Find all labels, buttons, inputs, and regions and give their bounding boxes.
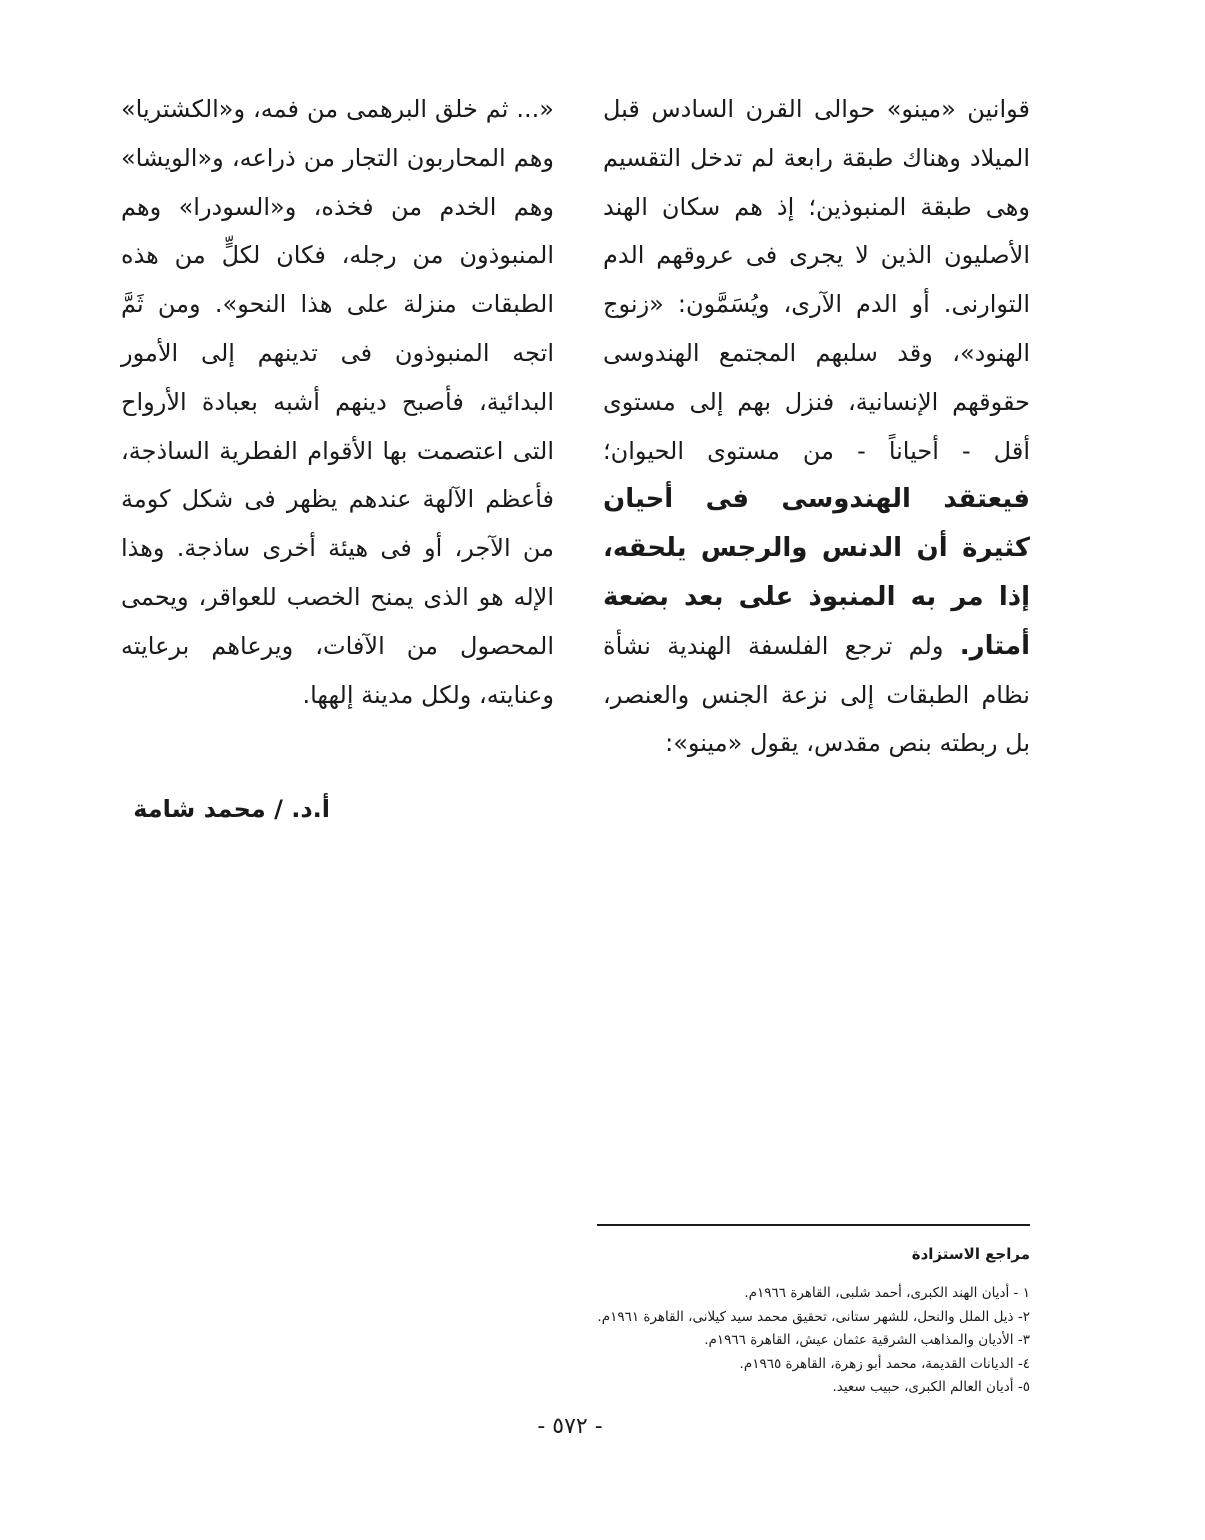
author-signature: أ.د. / محمد شامة [133,795,330,823]
footnote-divider [597,1224,1030,1226]
right-paragraph [603,85,1030,768]
left-paragraph: «... ثم خلق البرهمى من فمه، و«الكشتريا» وهم المحاربون التجار من ذراعه، و«الويشا» وهم الخدم من فخذه، و«السودرا» وهم المنبوذون من رجله، فكان لكلٍّ من هذه الطبقات منزلة على هذا النحو». ومن ثَمَّ اتجه المنبوذون فى تدينهم إلى الأمور البدائية، فأصبح دينهم أشبه بعبادة الأرواح التى اعتصمت بها الأقوام الفطرية الساذجة، فأعظم الآلهة عندهم يظهر فى شكل كومة من الآجر، أو فى هيئة أخرى ساذجة. وهذا الإله هو الذى يمنح الخصب للعواقر، ويحمى المحصول من الآفات، ويرعاهم برعايته وعنايته، ولكل مدينة إلهها. [121,95,554,709]
reference-item: ٢- ذيل الملل والنحل، للشهر ستانى، تحقيق محمد سيد كيلانى، القاهرة ١٩٦١م. [597,1308,1030,1325]
left-text-column [121,85,554,719]
references-section [520,1240,1030,1400]
right-paragraph-text: قوانين «مينو» حوالى القرن السادس قبل الميلاد وهناك طبقة رابعة لم تدخل التقسيم وهى طبقة المنبوذين؛ إذ هم سكان الهند الأصليون الذين لا يجرى فى عروقهم الدم التوارنى. أو الدم الآرى، ويُسَمَّون: «زنوج الهنود»، وقد سلبهم المجتمع الهندوسى حقوقهم الإنسانية، فنزل بهم إلى مستوى أقل - أحياناً - من مستوى الحيوان؛ [603,95,1030,465]
reference-item: ١ - أديان الهند الكبرى، أحمد شلبى، القاهرة ١٩٦٦م. [744,1285,1030,1301]
right-text-column [603,85,1030,768]
references-title: مراجع الاستزادة [911,1245,1030,1263]
references-list [520,1282,1030,1400]
right-paragraph-tail: ولم ترجع الفلسفة الهندية نشأة نظام الطبقات إلى نزعة الجنس والعنصر، بل ربطته بنص مقدس، يقول «مينو»: [603,631,1030,758]
reference-item: ٤- الديانات القديمة، محمد أبو زهرة، القاهرة ١٩٦٥م. [739,1355,1030,1372]
reference-item: ٥- أديان العالم الكبرى، حبيب سعيد. [832,1379,1030,1395]
page-number: - ٥٧٢ - [537,1414,603,1439]
reference-item: ٣- الأديان والمذاهب الشرقية عثمان عيش، القاهرة ١٩٦٦م. [704,1332,1030,1348]
emphasized-passage: فيعتقد الهندوسى فى أحيان كثيرة أن الدنس والرجس يلحقه، إذا مر به المنبوذ على بعد بضعة أمتار. [603,484,1030,661]
